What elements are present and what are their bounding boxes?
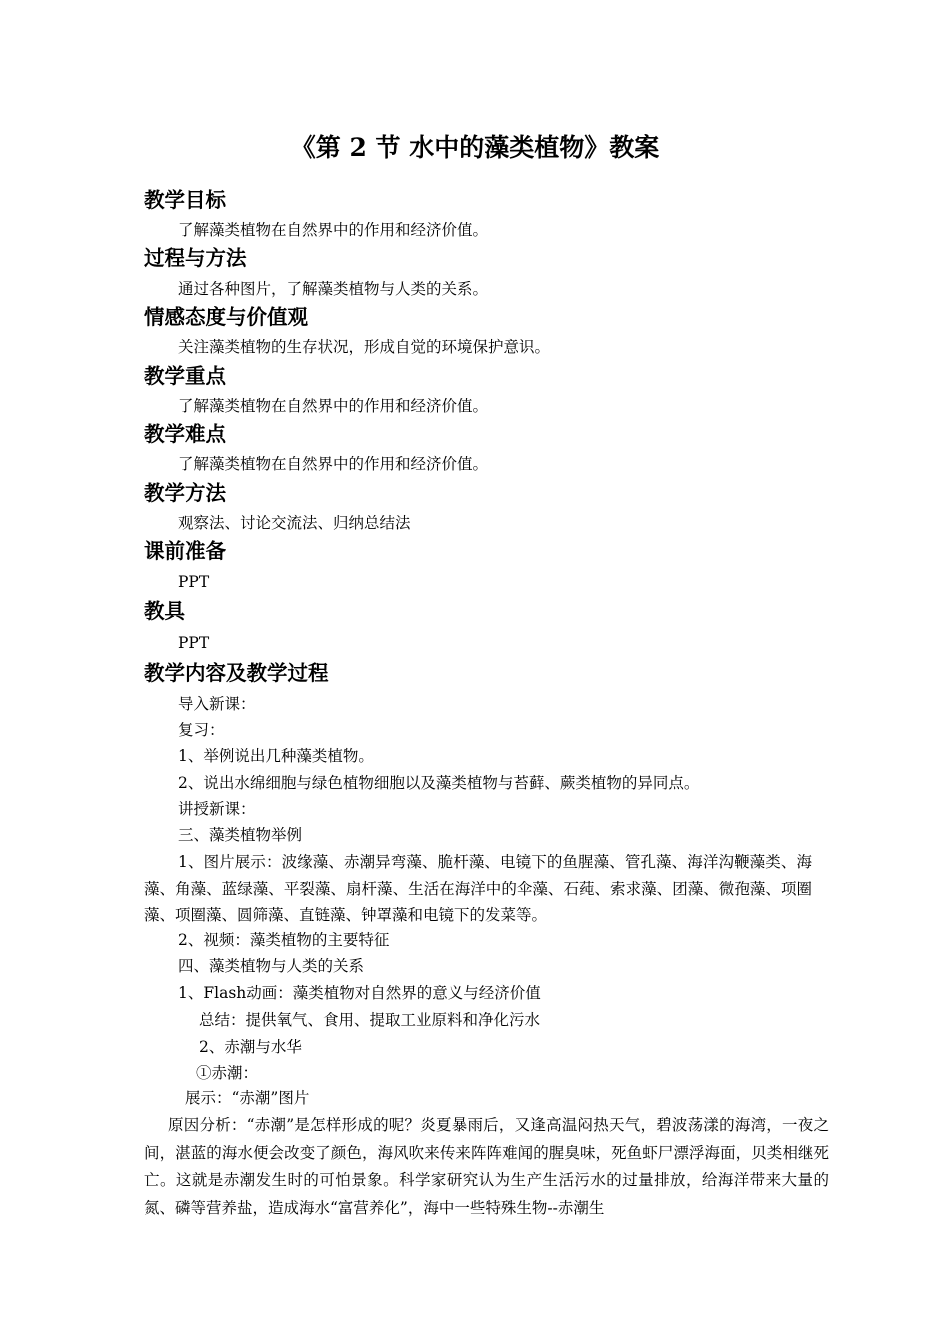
objectives-text: 了解藻类植物在自然界中的作用和经济价值。	[178, 221, 489, 239]
heading-content-process: 教学内容及教学过程	[144, 661, 329, 685]
review-label: 复习：	[178, 721, 225, 739]
review-item-2: 2、说出水绵细胞与绿色植物细胞以及藻类植物与苔藓、蕨类植物的异同点。	[178, 774, 700, 792]
heading-key-points: 教学重点	[144, 364, 226, 388]
preparation-text: PPT	[178, 573, 210, 591]
teach-label: 讲授新课：	[178, 800, 256, 818]
heading-difficulties: 教学难点	[144, 422, 226, 446]
attitude-values-text: 关注藻类植物的生存状况，形成自觉的环境保护意识。	[178, 338, 551, 356]
part4-item2: 2、赤潮与水华	[199, 1038, 302, 1056]
intro-label: 导入新课：	[178, 695, 256, 713]
teaching-methods-text: 观察法、讨论交流法、归纳总结法	[178, 514, 411, 532]
heading-teaching-objectives: 教学目标	[144, 188, 226, 212]
teaching-aids-text: PPT	[178, 634, 210, 652]
part3-item1-paragraph: 1、图片展示：波缘藻、赤潮异弯藻、脆杆藻、电镜下的鱼腥藻、管孔藻、海洋沟鞭藻类、海藻、角藻、蓝绿藻、平裂藻、扇杆藻、生活在海洋中的伞藻、石莼、索求藻、团藻、微孢藻、项圈藻、项圈藻、圆筛藻、直链藻、钟罩藻和电镜下的发菜等。	[144, 853, 812, 924]
show-red-tide: 展示：“赤潮”图片	[185, 1089, 310, 1107]
key-points-text: 了解藻类植物在自然界中的作用和经济价值。	[178, 397, 489, 415]
heading-teaching-aids: 教具	[144, 599, 185, 623]
cause-analysis-paragraph: 原因分析：“赤潮”是怎样形成的呢？炎夏暴雨后，又逢高温闷热天气，碧波荡漾的海湾，一夜之间，湛蓝的海水便会改变了颜色，海风吹来传来阵阵难闻的腥臭味，死鱼虾尸漂浮海面，贝类相继死亡。这就是赤潮发生时的可怕景象。科学家研究认为生产生活污水的过量排放，给海洋带来大量的氮、磷等营养盐，造成海水“富营养化”，海中一些特殊生物--赤潮生	[144, 1116, 829, 1217]
process-method-text: 通过各种图片，了解藻类植物与人类的关系。	[178, 280, 489, 298]
part3-title: 三、藻类植物举例	[178, 826, 303, 844]
heading-attitude-values: 情感态度与价值观	[144, 305, 308, 329]
part3-item2: 2、视频：藻类植物的主要特征	[178, 931, 390, 949]
review-item-1: 1、举例说出几种藻类植物。	[178, 747, 374, 765]
heading-teaching-methods: 教学方法	[144, 481, 226, 505]
document-title: 《第 2 节 水中的藻类植物》教案	[290, 133, 660, 162]
heading-process-method: 过程与方法	[144, 246, 247, 270]
red-tide-label: ①赤潮：	[196, 1064, 259, 1082]
part4-title: 四、藻类植物与人类的关系	[178, 957, 365, 975]
summary-text: 总结：提供氧气、食用、提取工业原料和净化污水	[199, 1011, 541, 1029]
heading-preparation: 课前准备	[144, 539, 226, 563]
part4-item1: 1、Flash动画：藻类植物对自然界的意义与经济价值	[178, 984, 541, 1002]
difficulties-text: 了解藻类植物在自然界中的作用和经济价值。	[178, 455, 489, 473]
